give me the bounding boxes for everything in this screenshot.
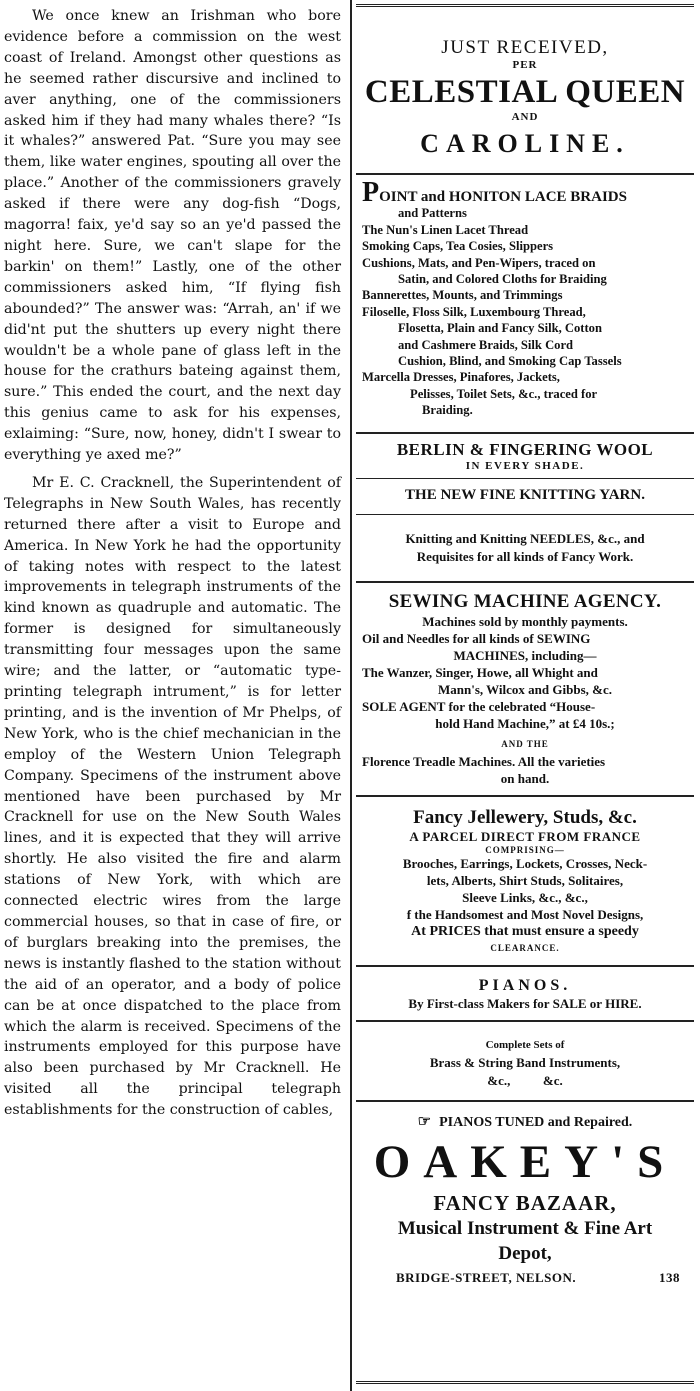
list-item: and Cashmere Braids, Silk Cord (398, 337, 574, 352)
list-item: Braiding. (422, 403, 473, 418)
parcel-from-france: A PARCEL DIRECT FROM FRANCE (409, 828, 641, 844)
divider (356, 965, 694, 967)
comprising-label: COMPRISING— (485, 844, 565, 855)
lace-first-line: POINT and HONITON LACE BRAIDS (362, 177, 627, 208)
news-paragraph-irishman: We once knew an Irishman who bore evidence before a commission on the west coast of Ireland. Amongst other questions as he seemed rather discursive and inclined to aver anything, one of the commissioners asked him if they had many whales there? “Is it whales?” answered Pat. “Sure you may see them, like water engines, spouting all over the place.” Another of the commissioners gravely asked if there were any dog-fish “Dogs, magorra! faix, ye'd say so an ye'd passed the night here. Sure, we can't slape for the barkin' on them!” Lastly, one of the other commissioners asked him, “If flying fish abounded?” The answer was: “Arrah, an' if we did'nt put the shutters up every night there wouldn't be a whole pane of glass left in the house for the crathurs bateing against them, sure.” This ended the court, and the next day this genius came to ask for his expenses, exlaiming: “Sure, now, honey, didn't I swear to everything ye axed me?” (4, 8, 341, 464)
list-item: Flosetta, Plain and Fancy Silk, Cotton (398, 321, 602, 336)
list-item: Marcella Dresses, Pinafores, Jackets, (362, 370, 560, 385)
and-label: AND (511, 111, 539, 123)
just-received-heading: JUST RECEIVED, (441, 37, 609, 58)
news-paragraph-telegraphs: Mr E. C. Cracknell, the Superintendent of Telegraphs in New South Wales, has recently returned there after a visit to Europe and America. In New York he had the opportunity of taking notes with respect to the latest improvements in telegraph instruments of the kind known as quadruple and automatic. The former is designed for simultaneously transmitting four messages upon the same wire; and the latter, or “automatic type-printing telegraph intrument,” is for letter printing, and is the invention of Mr Phelps, of New York, who is the chief mechanician in the employ of the Western Union Telegraph Company. Specimens of the instrument above mentioned have been purchased by Mr Cracknell for use on the New South Wales lines, and it is expected that they will arrive shortly. He also visited the fire and alarm stations of New York, with which are connected electric wires from the large commercial houses, so that in case of fire, or of burglars breaking into the premises, the news is instantly flashed to the station without the aid of an operator, and a body of police can be at once dispatched to the place from which the alarm is received. Specimens of the instruments employed for this purpose have also been purchased by Mr Cracknell. He visited all the principal telegraph establishments for the construction of cables, (4, 474, 341, 1119)
depot-heading: Depot, (498, 1242, 552, 1264)
drop-cap: P (362, 177, 380, 208)
knitting-needles-text: Knitting and Knitting NEEDLES, &c., and Requisites for all kinds of Fancy Work. (405, 530, 645, 564)
list-item: Cushions, Mats, and Pen-Wipers, traced on (362, 255, 596, 270)
divider (356, 173, 694, 175)
address: BRIDGE-STREET, NELSON. (396, 1269, 577, 1285)
list-item: and Patterns (398, 206, 467, 221)
list-item: Filoselle, Floss Silk, Luxembourg Thread, (362, 304, 586, 319)
list-item: Satin, and Colored Cloths for Braiding (398, 272, 607, 287)
pointing-hand-icon: ☞ (417, 1113, 432, 1130)
list-item: Smoking Caps, Tea Cosies, Slippers (362, 239, 554, 254)
pianos-subheading: By First-class Makers for SALE or HIRE. (408, 995, 642, 1011)
column-divider (350, 0, 352, 1391)
jewellery-list: Brooches, Earrings, Lockets, Crosses, Neck- lets, Alberts, Shirt Studs, Solitaires, Sleeve Links, &c., &c., f the Handsomest and Most Novel Designs, At PRICES that must ensure a speedy CLEARANCE. (402, 855, 648, 953)
divider (356, 432, 694, 434)
fancy-jewellery-heading: Fancy Jellewery, Studs, &c. (413, 806, 637, 828)
ship-name-caroline: CAROLINE. (420, 129, 630, 158)
band-instruments-text: Complete Sets of Brass & String Band Instruments, &c., &c. (429, 1038, 621, 1088)
ad-number: 138 (659, 1269, 680, 1285)
musical-instrument-heading: Musical Instrument & Fine Art (397, 1217, 653, 1239)
per-label: PER (512, 59, 538, 71)
every-shade-label: IN EVERY SHADE. (465, 459, 585, 472)
list-item: Bannerettes, Mounts, and Trimmings (362, 288, 563, 303)
pianos-heading: PIANOS. (478, 976, 572, 994)
divider (356, 514, 694, 515)
news-column (4, 6, 341, 1128)
fancy-bazaar-heading: FANCY BAZAAR, (433, 1190, 617, 1215)
list-item: The Nun's Linen Lacet Thread (362, 222, 529, 237)
address-row (356, 1266, 694, 1286)
pianos-tuned-line: ☞ PIANOS TUNED and Repaired. (417, 1113, 633, 1130)
divider (356, 1020, 694, 1022)
advertisement (356, 4, 694, 1384)
list-item: Cushion, Blind, and Smoking Cap Tassels (398, 354, 622, 369)
oakeys-title: OAKEY'S (373, 1135, 677, 1188)
divider (356, 478, 694, 479)
lace-goods-list (356, 177, 694, 427)
berlin-wool-heading: BERLIN & FINGERING WOOL (396, 439, 654, 459)
knitting-yarn-heading: THE NEW FINE KNITTING YARN. (405, 486, 645, 503)
list-item: Pelisses, Toilet Sets, &c., traced for (410, 386, 598, 401)
divider (356, 795, 694, 797)
divider (356, 1100, 694, 1102)
sewing-text: Machines sold by monthly payments. Oil and Needles for all kinds of SEWING MACHINES, including— The Wanzer, Singer, Howe, all Whight and Mann's, Wilcox and Gibbs, &c. SOLE AGENT for the celebrated “House- hold Hand Machine,” at £4 10s.; AND THE Florence Treadle Machines. All the varieties on hand. (362, 613, 628, 786)
ship-name-celestial-queen: CELESTIAL QUEEN (364, 74, 686, 110)
divider (356, 581, 694, 583)
sewing-machine-heading: SEWING MACHINE AGENCY. (388, 590, 662, 612)
